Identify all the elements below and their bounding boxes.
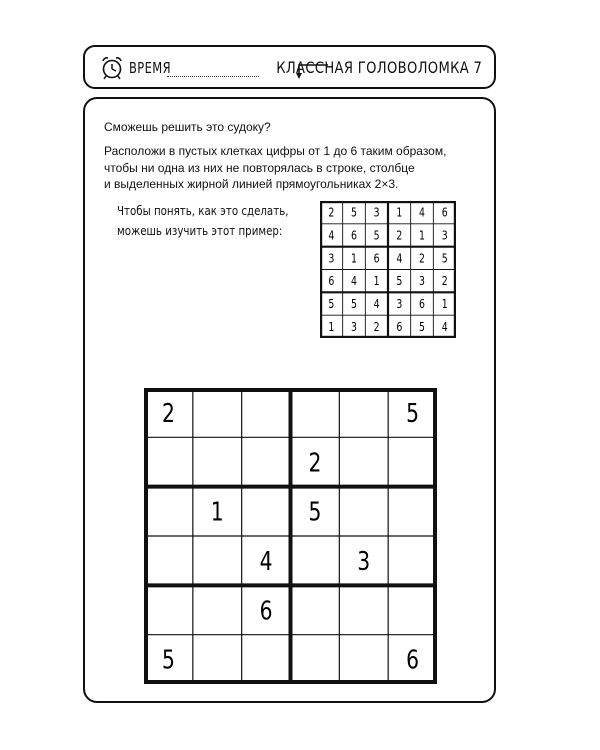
cell-digit: 1 (210, 497, 224, 528)
puzzle-cell-box (339, 437, 388, 486)
puzzle-cell[interactable] (242, 635, 291, 684)
example-cell (411, 292, 434, 315)
puzzle-cell[interactable] (193, 388, 242, 437)
example-cell (388, 315, 411, 338)
sudoku-puzzle-grid (144, 388, 437, 684)
example-cell (388, 270, 411, 293)
puzzle-cell[interactable] (144, 585, 193, 634)
puzzle-cell-box (242, 388, 291, 437)
puzzle-cell-box (193, 437, 242, 486)
cell-digit: 2 (161, 398, 175, 429)
header-box (83, 45, 496, 89)
example-cell (343, 201, 366, 224)
puzzle-cell[interactable] (242, 388, 291, 437)
puzzle-cell (144, 388, 193, 437)
puzzle-cell-box (144, 437, 193, 486)
cell-digit: 6 (406, 645, 420, 676)
puzzle-cell[interactable] (388, 536, 437, 585)
puzzle-cell-box (144, 585, 193, 634)
time-input-line[interactable] (167, 76, 259, 77)
cell-digit: 5 (406, 398, 420, 429)
example-cell (388, 201, 411, 224)
cell-digit: 5 (441, 251, 448, 266)
puzzle-title: КЛАССНАЯ ГОЛОВОЛОМКА 7 (276, 58, 482, 77)
cell-digit: 2 (308, 447, 322, 479)
example-cell (411, 270, 434, 293)
puzzle-cell[interactable] (339, 437, 388, 486)
puzzle-cell-box (193, 635, 242, 684)
cell-digit: 4 (419, 205, 425, 221)
example-sudoku-grid (320, 201, 456, 338)
question-text: Сможешь решить это судоку? (104, 120, 271, 134)
example-cell (343, 315, 366, 338)
cell-digit: 1 (328, 319, 335, 335)
cell-digit: 6 (441, 205, 448, 221)
puzzle-cell (339, 536, 388, 585)
puzzle-cell (144, 635, 193, 684)
cell-digit: 5 (161, 645, 175, 676)
puzzle-cell-box (339, 635, 388, 684)
instructions (104, 143, 484, 193)
puzzle-cell[interactable] (291, 635, 340, 684)
cell-digit: 3 (373, 205, 380, 221)
instructions-line: чтобы ни одна из них не повторялась в строке, столбце (104, 160, 415, 175)
cell-digit: 4 (441, 319, 448, 335)
puzzle-cell-box (144, 536, 193, 585)
puzzle-cell[interactable] (339, 585, 388, 634)
cell-digit: 4 (373, 296, 380, 312)
example-cell (433, 224, 456, 247)
cell-digit: 1 (373, 274, 380, 289)
cell-digit: 2 (419, 251, 425, 266)
instructions-line: и выделенных жирной линией прямоугольниках 2×3. (104, 177, 399, 191)
cell-digit: 1 (441, 296, 448, 312)
cell-digit: 2 (396, 228, 403, 243)
cell-digit: 6 (396, 319, 403, 335)
example-cell (343, 247, 366, 270)
cell-digit: 3 (396, 296, 403, 312)
example-cell (365, 247, 388, 270)
example-cell (320, 247, 343, 270)
example-cell (365, 270, 388, 293)
puzzle-cell[interactable] (388, 585, 437, 634)
cell-digit: 5 (351, 296, 357, 312)
example-hint-line: Чтобы понять, как это сделать, (117, 203, 289, 218)
cell-digit: 1 (396, 205, 403, 221)
example-cell (320, 224, 343, 247)
cell-digit: 5 (373, 228, 380, 243)
cell-digit: 3 (328, 251, 335, 266)
puzzle-cell[interactable] (291, 536, 340, 585)
cell-digit: 4 (351, 274, 357, 289)
example-cell (343, 224, 366, 247)
puzzle-cell (242, 585, 291, 634)
puzzle-cell-box (291, 635, 340, 684)
example-cell (365, 292, 388, 315)
puzzle-cell[interactable] (339, 635, 388, 684)
example-cell (388, 247, 411, 270)
puzzle-cell-box (388, 437, 437, 486)
puzzle-cell-box (193, 388, 242, 437)
cell-digit: 5 (308, 497, 322, 528)
puzzle-cell-box (144, 487, 193, 536)
alarm-clock-icon (99, 55, 125, 81)
cell-digit: 3 (419, 274, 425, 289)
cell-digit: 1 (351, 251, 357, 266)
cell-digit: 6 (328, 274, 335, 289)
puzzle-cell-box (291, 388, 340, 437)
puzzle-cell[interactable] (388, 487, 437, 536)
puzzle-cell[interactable] (193, 585, 242, 634)
cell-digit: 4 (396, 251, 403, 266)
puzzle-cell (242, 536, 291, 585)
instructions-line: Расположи в пустых клетках цифры от 1 до 6 таким образом, (104, 144, 447, 158)
time-label: ВРЕМЯ (129, 59, 172, 77)
cell-digit: 5 (351, 205, 357, 221)
example-cell (411, 224, 434, 247)
example-cell (388, 224, 411, 247)
example-cell (411, 247, 434, 270)
cell-digit: 6 (419, 296, 425, 312)
puzzle-cell (193, 487, 242, 536)
puzzle-cell[interactable] (242, 437, 291, 486)
example-cell (320, 201, 343, 224)
example-cell (433, 247, 456, 270)
example-cell (320, 315, 343, 338)
puzzle-cell (388, 388, 437, 437)
puzzle-cell-box (339, 487, 388, 536)
cell-digit: 2 (441, 274, 448, 289)
cell-digit: 4 (259, 546, 273, 577)
example-cell (365, 315, 388, 338)
puzzle-cell[interactable] (291, 585, 340, 634)
cell-digit: 5 (328, 296, 335, 312)
puzzle-cell-box (339, 388, 388, 437)
puzzle-cell[interactable] (388, 437, 437, 486)
puzzle-cell-box (388, 585, 437, 634)
example-cell (365, 201, 388, 224)
puzzle-cell-box (291, 536, 340, 585)
puzzle-cell[interactable] (339, 388, 388, 437)
cell-digit: 3 (441, 228, 448, 243)
example-hint-line: можешь изучить этот пример: (117, 223, 283, 238)
puzzle-cell[interactable] (144, 437, 193, 486)
puzzle-cell[interactable] (242, 487, 291, 536)
puzzle-cell-box (193, 585, 242, 634)
puzzle-cell[interactable] (193, 437, 242, 486)
puzzle-cell-box (339, 585, 388, 634)
cell-digit: 6 (259, 595, 273, 627)
example-cell (343, 292, 366, 315)
example-cell (433, 201, 456, 224)
cell-digit: 3 (357, 546, 371, 577)
puzzle-cell[interactable] (193, 635, 242, 684)
cell-digit: 1 (419, 228, 425, 243)
example-cell (433, 270, 456, 293)
example-cell (343, 270, 366, 293)
example-cell (411, 201, 434, 224)
puzzle-cell-box (242, 437, 291, 486)
example-cell (320, 270, 343, 293)
puzzle-cell[interactable] (339, 487, 388, 536)
puzzle-cell[interactable] (193, 536, 242, 585)
puzzle-cell-box (291, 585, 340, 634)
puzzle-cell (291, 437, 340, 486)
puzzle-cell-box (242, 635, 291, 684)
puzzle-cell[interactable] (144, 536, 193, 585)
puzzle-cell[interactable] (291, 388, 340, 437)
puzzle-cell[interactable] (144, 487, 193, 536)
puzzle-cell-box (193, 536, 242, 585)
puzzle-cell (388, 635, 437, 684)
puzzle-cell-box (242, 487, 291, 536)
cell-digit: 2 (328, 205, 335, 221)
example-cell (411, 315, 434, 338)
example-cell (365, 224, 388, 247)
cell-digit: 5 (419, 319, 425, 335)
cell-digit: 6 (351, 228, 357, 243)
puzzle-cell (291, 487, 340, 536)
example-cell (388, 292, 411, 315)
puzzle-cell-box (388, 487, 437, 536)
cell-digit: 2 (373, 319, 380, 335)
example-cell (433, 315, 456, 338)
example-hint (117, 201, 288, 241)
cell-digit: 3 (351, 319, 357, 335)
cell-digit: 6 (373, 251, 380, 266)
puzzle-cell-box (388, 536, 437, 585)
cell-digit: 4 (328, 228, 335, 243)
cell-digit: 5 (396, 274, 403, 289)
example-cell (433, 292, 456, 315)
example-cell (320, 292, 343, 315)
